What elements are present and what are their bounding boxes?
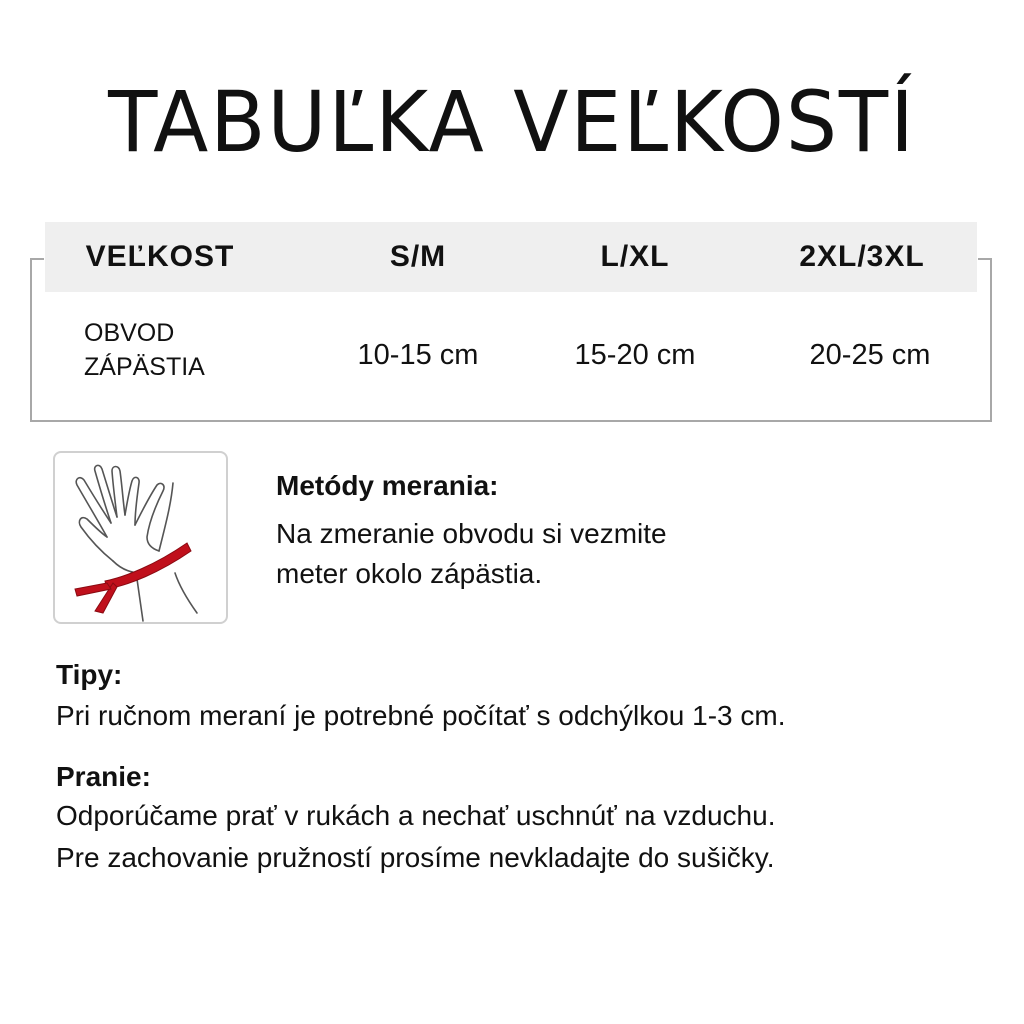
row-label-line-1: OBVOD [84,319,175,347]
value-2xl-3xl: 20-25 cm [809,339,931,371]
measurement-methods-heading: Metódy merania: [276,470,499,501]
tips-heading: Tipy: [56,659,123,690]
measurement-methods-text [276,514,836,594]
page-title: TABUĽKA VEĽKOSTÍ [108,73,916,171]
row-label-wrist-circumference [84,316,284,384]
value-l-xl: 15-20 cm [574,339,696,371]
frame-corner-right [978,258,992,260]
value-s-m: 10-15 cm [357,339,479,371]
hand-illustration [55,453,226,622]
washing-text-line-1: Odporúčame prať v rukách a nechať uschnúť na vzduchu. [56,800,776,831]
header-2xl-3xl: 2XL/3XL [799,240,925,273]
measurement-text-line-2: meter okolo zápästia. [276,558,543,589]
hand-wrist-measuring-tape-icon [53,451,228,624]
header-l-xl: L/XL [600,240,670,273]
frame-corner-left [30,258,44,260]
header-size: VEĽKOST [85,240,235,273]
measurement-text-line-1: Na zmeranie obvodu si vezmite [276,518,667,549]
washing-text-line-2: Pre zachovanie pružností prosíme nevkladajte do sušičky. [56,842,775,873]
row-label-line-2: ZÁPÄSTIA [84,353,205,381]
header-s-m: S/M [389,240,447,273]
washing-heading: Pranie: [56,761,151,792]
tips-text: Pri ručnom meraní je potrebné počítať s odchýlkou 1-3 cm. [56,700,786,731]
